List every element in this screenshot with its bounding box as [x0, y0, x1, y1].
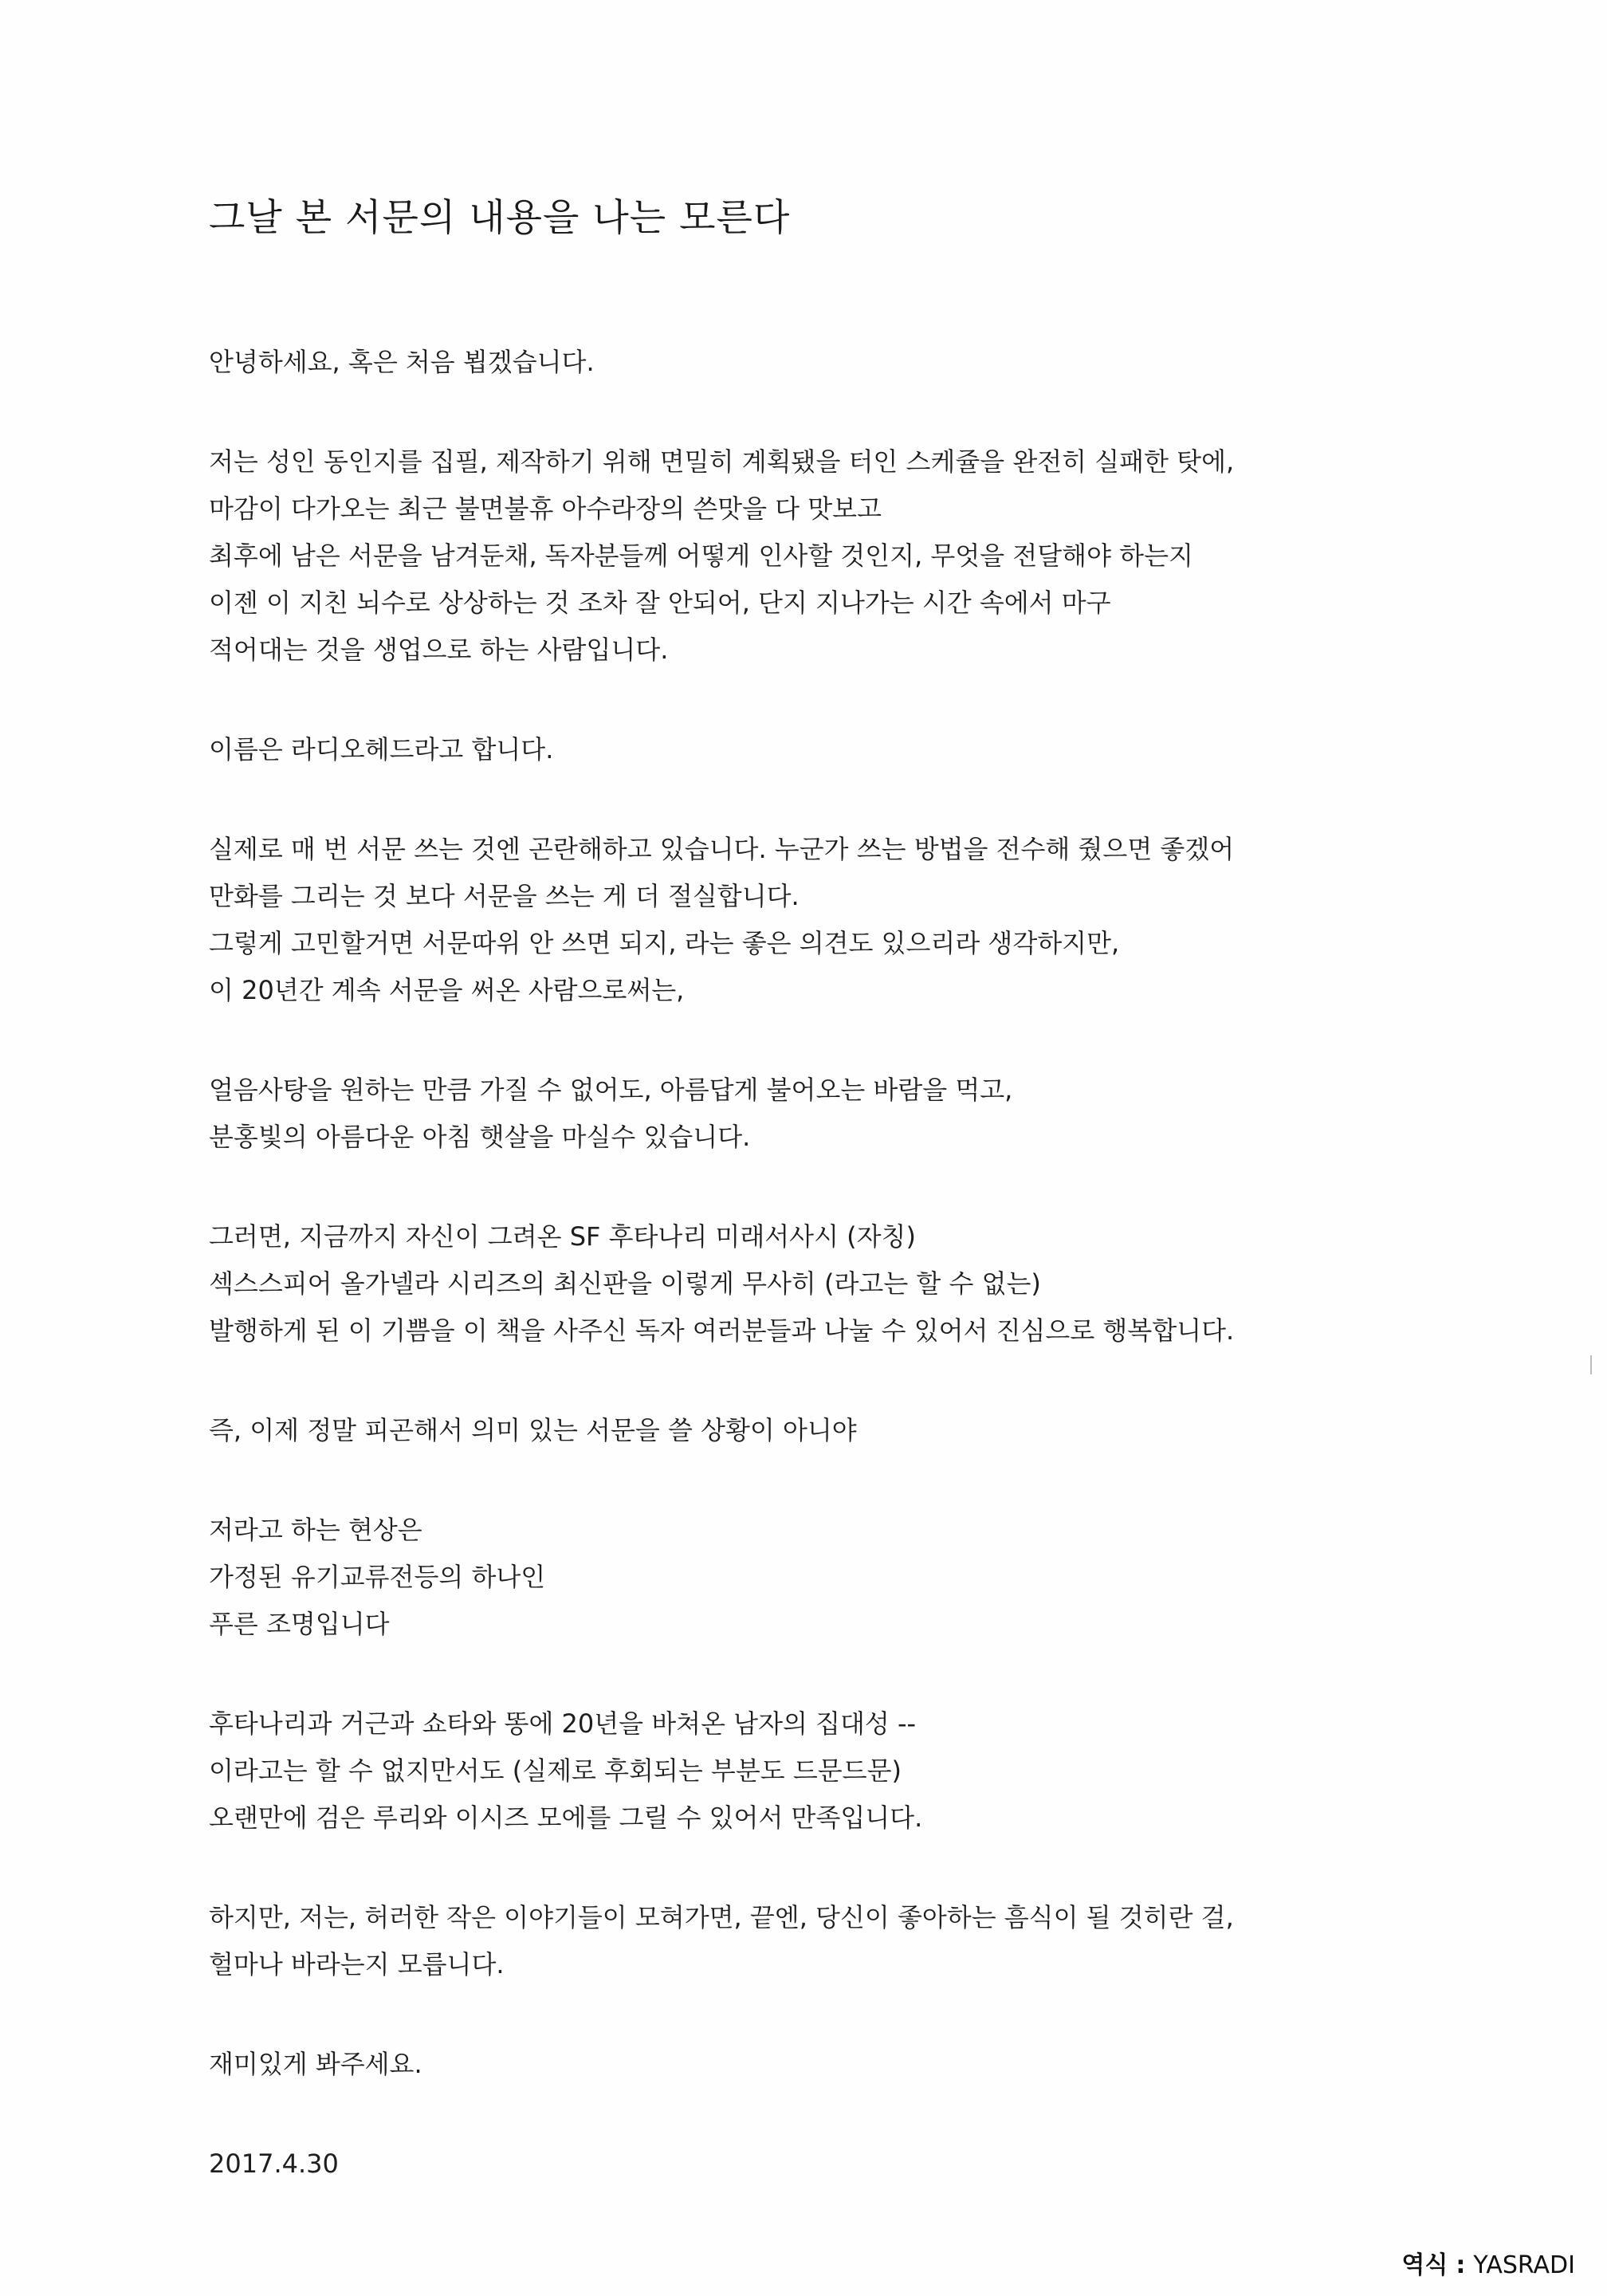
text-line: 적어대는 것을 생업으로 하는 사람입니다.: [209, 635, 669, 665]
text-line: 즉, 이제 정말 피곤해서 의미 있는 서문을 쓸 상황이 아니야: [209, 1415, 857, 1445]
credit-label: 역식: [1401, 2251, 1448, 2279]
text-line: 발행하게 된 이 기쁨을 이 책을 사주신 독자 여러분들과 나눌 수 있어서 진심으로 행복합니다.: [209, 1315, 1235, 1346]
text-line: 그렇게 고민할거면 서문따위 안 쓰면 되지, 라는 좋은 의견도 있으리라 생각하지만,: [209, 928, 1120, 958]
paragraph-gap: [209, 1988, 1373, 2041]
paragraph: [209, 2141, 1373, 2188]
paragraph: [209, 726, 1373, 773]
text-line: 가정된 유기교류전등의 하나인: [209, 1562, 546, 1592]
paragraph: [209, 1700, 1373, 1842]
text-line: 안녕하세요, 혹은 처음 뵙겠습니다.: [209, 347, 595, 377]
credit-separator: :: [1456, 2251, 1466, 2279]
translator-credit: [1401, 2245, 1575, 2280]
text-line: 얼음사탕을 원하는 만큼 가질 수 없어도, 아름답게 불어오는 바람을 먹고,: [209, 1075, 1013, 1105]
text-line: 2017.4.30: [209, 2149, 339, 2179]
paragraph-gap: [209, 1842, 1373, 1894]
text-line: 이름은 라디오헤드라고 합니다.: [209, 734, 554, 765]
paragraph: [209, 1213, 1373, 1354]
text-line: 오랜만에 검은 루리와 이시즈 모에를 그릴 수 있어서 만족입니다.: [209, 1803, 923, 1833]
paragraph: [209, 339, 1373, 386]
text-line: 만화를 그리는 것 보다 서문을 쓰는 게 더 절실합니다.: [209, 881, 800, 911]
text-line: 저는 성인 동인지를 집필, 제작하기 위해 면밀히 계획됐을 터인 스케쥴을 완전히 실패한 탓에,: [209, 446, 1235, 477]
text-line: 후타나리과 거근과 쇼타와 똥에 20년을 바쳐온 남자의 집대성 --: [209, 1708, 917, 1739]
text-line: 실제로 매 번 서문 쓰는 것엔 곤란해하고 있습니다. 누군가 쓰는 방법을 전수해 줬으면 좋겠어: [209, 834, 1235, 864]
text-line: 헐마나 바라는지 모릅니다.: [209, 1949, 505, 1980]
text-line: 하지만, 저는, 허러한 작은 이야기들이 모혀가면, 끝엔, 당신이 좋아하는 흠식이 될 것히란 걸,: [209, 1902, 1234, 1932]
paragraph: [209, 826, 1373, 1014]
paragraph-gap: [209, 1648, 1373, 1700]
paragraph: [209, 1894, 1373, 1988]
paragraph: [209, 1067, 1373, 1161]
text-line: 섹스스피어 올가넬라 시리즈의 최신판을 이렇게 무사히 (라고는 할 수 없는): [209, 1268, 1041, 1299]
paragraph-gap: [209, 1454, 1373, 1507]
paragraph-gap: [209, 2088, 1373, 2141]
paragraph-gap: [209, 1354, 1373, 1407]
text-line: 그러면, 지금까지 자신이 그려온 SF 후타나리 미래서사시 (자칭): [209, 1221, 916, 1252]
paragraph: [209, 438, 1373, 674]
text-line: 분홍빛의 아름다운 아침 햇살을 마실수 있습니다.: [209, 1122, 751, 1152]
text-line: 이라고는 할 수 없지만서도 (실제로 후회되는 부분도 드문드문): [209, 1755, 902, 1786]
credit-name: YASRADI: [1473, 2251, 1575, 2279]
paragraph-gap: [209, 1161, 1373, 1213]
text-line: 푸른 조명입니다: [209, 1609, 390, 1639]
paragraph-gap: [209, 1014, 1373, 1067]
text-line: 저라고 하는 현상은: [209, 1515, 422, 1545]
paragraph-gap: [209, 386, 1373, 438]
paragraph-gap: [209, 773, 1373, 826]
paragraph: [209, 1407, 1373, 1454]
document-title: 그날 본 서문의 내용을 나는 모른다: [209, 196, 791, 240]
paragraph: [209, 2041, 1373, 2088]
scan-mark: [1590, 1355, 1592, 1374]
text-line: 마감이 다가오는 최근 불면불휴 아수라장의 쓴맛을 다 맛보고: [209, 493, 882, 524]
text-line: 이젠 이 지친 뇌수로 상상하는 것 조차 잘 안되어, 단지 지나가는 시간 속에서 마구: [209, 588, 1111, 618]
paragraph: [209, 1507, 1373, 1648]
text-line: 이 20년간 계속 서문을 써온 사람으로써는,: [209, 975, 685, 1005]
document-body: [209, 339, 1373, 2188]
text-line: 최후에 남은 서문을 남겨둔채, 독자분들께 어떻게 인사할 것인지, 무엇을 전달해야 하는지: [209, 541, 1193, 571]
text-line: 재미있게 봐주세요.: [209, 2049, 422, 2079]
paragraph-gap: [209, 674, 1373, 726]
